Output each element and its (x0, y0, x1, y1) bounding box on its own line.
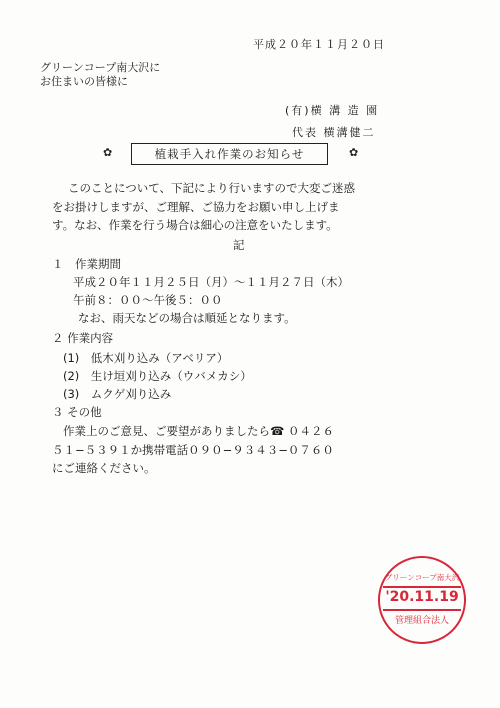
flower-icon-left: ✿ (103, 146, 113, 159)
association-stamp (378, 556, 466, 644)
contact-line-3: にご連絡ください。 (52, 461, 156, 475)
contact-line-2: ５１−５３９１か携帯電話０９０−９３４３−０７６０ (52, 443, 334, 457)
work-item-1: (1) 低木刈り込み（アベリア） (63, 351, 229, 365)
contact-line-1: 作業上のご意見、ご要望がありましたら☎ ０４２６ (63, 424, 334, 438)
notice-title: 植栽手入れ作業のお知らせ (131, 143, 328, 165)
section-2-heading: ２ 作業内容 (52, 331, 114, 345)
work-period-hours: 午前８：００〜午後５：００ (73, 293, 223, 307)
intro-line-2: をお掛けしますが、ご理解、ご協力をお願い申し上げま (52, 200, 340, 214)
sender-company: (有)横 溝 造 園 (285, 104, 380, 117)
work-item-3: (3) ムクゲ刈り込み (63, 387, 172, 401)
work-period-dates: 平成２０年１１月２５日（月）〜１１月２７日（木） (73, 275, 349, 289)
intro-line-3: す。なお、作業を行う場合は細心の注意をいたします。 (52, 218, 338, 232)
intro-line-1: このことについて、下記により行いますので大変ご迷惑 (68, 181, 356, 195)
ki-heading: 記 (233, 238, 245, 252)
stamp-divider-bottom (383, 609, 461, 611)
flower-icon-right: ✿ (349, 146, 359, 159)
section-3-heading: ３ その他 (52, 405, 102, 419)
work-item-2: (2) 生け垣刈り込み（ウバメカシ） (63, 369, 252, 383)
document-date: 平成２０年１１月２０日 (253, 38, 385, 51)
recipient-line-1: グリーンコープ南大沢に (40, 61, 161, 74)
section-1-heading: １ 作業期間 (52, 257, 121, 271)
stamp-top-text: グリーンコープ南大沢 (384, 573, 460, 582)
stamp-bottom-text: 管理組合法人 (394, 616, 449, 626)
rain-note: なお、雨天などの場合は順延となります。 (78, 311, 296, 325)
sender-representative: 代表 横溝健二 (292, 126, 376, 139)
stamp-divider-top (383, 586, 461, 588)
stamp-date: '20.11.19 (385, 589, 459, 605)
recipient-line-2: お住まいの皆様に (40, 75, 128, 88)
